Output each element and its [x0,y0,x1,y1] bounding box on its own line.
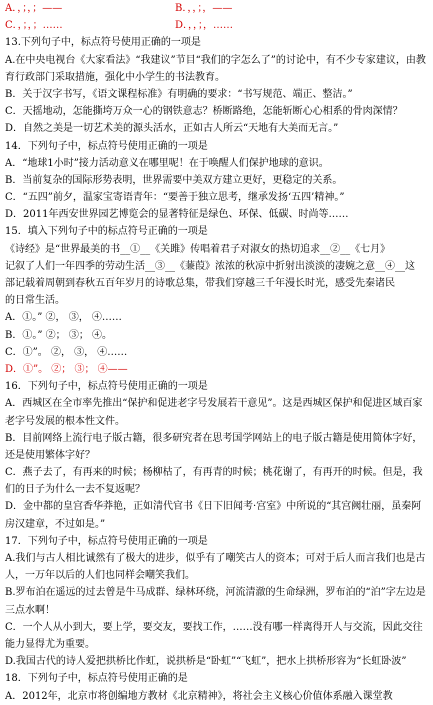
prev-options-row-2 [5,17,427,34]
question-17-option-a: A.我们与古人相比诚然有了极大的进步，似乎有了嘲笑古人的资本；可对于后人而言我们也是古人，一万年以后的人们也同样会嘲笑我们。 [5,553,426,582]
question-16-option-d: D．金中都的皇宫香华莽艳，正如清代官书《日下旧闻考·宫室》中所说的“其宫阙壮丽，虽秦阿房汉建章，不过如是。” [5,501,422,530]
question-17-option-b: B.罗布泊在遥远的过去曾是牛马成群、绿林环绕，河流清澈的生命绿洲，罗布泊的“泊”字左边是三点水啊！ [5,587,426,616]
question-14-stem: 14．下列句子中，标点符号使用正确的一项是 [5,140,208,152]
question-15-passage-line-1: 《诗经》是“世界最美的书__①__《关雎》传唱着君子对淑女的热切追求__②__《七月》 [5,243,391,255]
question-17-option-c: C．一个人从小到大，要上学，要交友，要找工作，……没有哪一样离得开人与交流，因此交往能力显得尤为重要。 [5,621,423,650]
question-16-stem: 16．下列句子中，标点符号使用正确的一项是 [5,381,208,393]
question-18-stem: 18．下列句子中，标点符号使用正确的是 [5,673,188,685]
question-14-option-c: C．“五四”前夕，温家宝寄语青年：“要善于独立思考，继承发扬‘五四’精神。” [5,192,345,204]
question-15-option-c: C．①”。 ②， ③， ④…… [5,346,128,358]
question-13-option-d: D．自然之美是一切艺术美的源头活水，正如古人所云“天地有大美而无言。” [5,123,339,135]
question-14 [5,138,427,224]
question-13-stem: 13.下列句子中，标点符号使用正确的一项是 [5,37,201,49]
question-14-option-d: D．2011年西安世界园艺博览会的显著特征是绿色、环保、低碳、时尚等…… [5,209,349,221]
prev-option-b: B．，，；，—— [175,3,233,14]
question-13-option-a: A.在中央电视台《大家看法》“我建议”节目“我们的字怎么了”的讨论中，有不少专家建议，由教育行政部门采取措施，强化中小学生的书法教育。 [5,54,426,83]
question-15-passage-line-4: 的日常生活。 [5,295,65,307]
question-15-option-d: D．①”。 ②； ③； ④—— [5,363,128,375]
question-16-option-a: A．西城区在全市率先推出“保护和促进老字号发展若干意见”。这是西城区保护和促进区域百家老字号发展的根本性文件。 [5,398,423,427]
question-16-option-b: B．目前网络上流行电子版古籍，很多研究者在思考国学网站上的电子版古籍是使用简体字好，还是使用繁体字好？ [5,432,423,461]
question-15-option-b: B．①。” ②； ③； ④。 [5,329,112,341]
prev-option-d: D．，，；，…… [175,20,234,32]
question-18 [5,670,427,704]
question-13-option-b: B．关于汉字书写，《语文课程标准》有明确的要求：“书写规范、端正、整洁。” [5,88,353,100]
prev-options-row-1 [5,0,427,17]
question-14-option-b: B．当前复杂的国际形势表明，世界需要中美双方建立更好，更稳定的关系。 [5,174,343,186]
question-13-option-c: C．天摇地动，怎能撕垮万众一心的钢铁意志？桥断路绝，怎能斩断心心相系的骨肉深情？ [5,106,403,118]
prev-option-a: A．，；，；—— [5,3,63,14]
question-17-option-d: D.我国古代的诗人爱把拱桥比作虹，说拱桥是“卧虹”“飞虹”，把水上拱桥形容为“长虹卧波” [5,656,407,668]
question-15-stem: 15．填入下列句子中的标点符号正确的一项是 [5,226,208,238]
question-15-passage-line-3: 部记载着周朝到春秋五百年岁月的诗歌总集，带我们穿越三千年漫长时光，感受先秦诸民 [5,278,395,289]
question-18-option-a: A．2012年，北京市将创编地方教材《北京精神》，将社会主义核心价值体系融入课堂教 [5,690,393,702]
question-16-option-c: C．燕子去了，有再来的时候；杨柳枯了，有再青的时候；桃花谢了，有再开的时候。但是，我们的日子为什么一去不复返呢？ [5,467,423,496]
question-15-passage-line-2: 记叙了人们一年四季的劳动生活__③__《蒹葭》浓浓的秋凉中折射出淡淡的凄婉之意__④__这 [5,260,415,272]
question-14-option-a: A．“地球1小时”接力活动意义在哪里呢！在于唤醒人们保护地球的意识。 [5,157,329,169]
question-16 [5,378,427,533]
question-17-stem: 17．下列句子中，标点符号使用正确的一项是 [5,535,208,547]
question-17 [5,533,427,671]
prev-option-c: C．，；，；…… [5,20,63,32]
question-13 [5,34,427,137]
question-15-option-a: A．①。” ②， ③， ④…… [5,312,122,324]
question-15 [5,223,427,378]
